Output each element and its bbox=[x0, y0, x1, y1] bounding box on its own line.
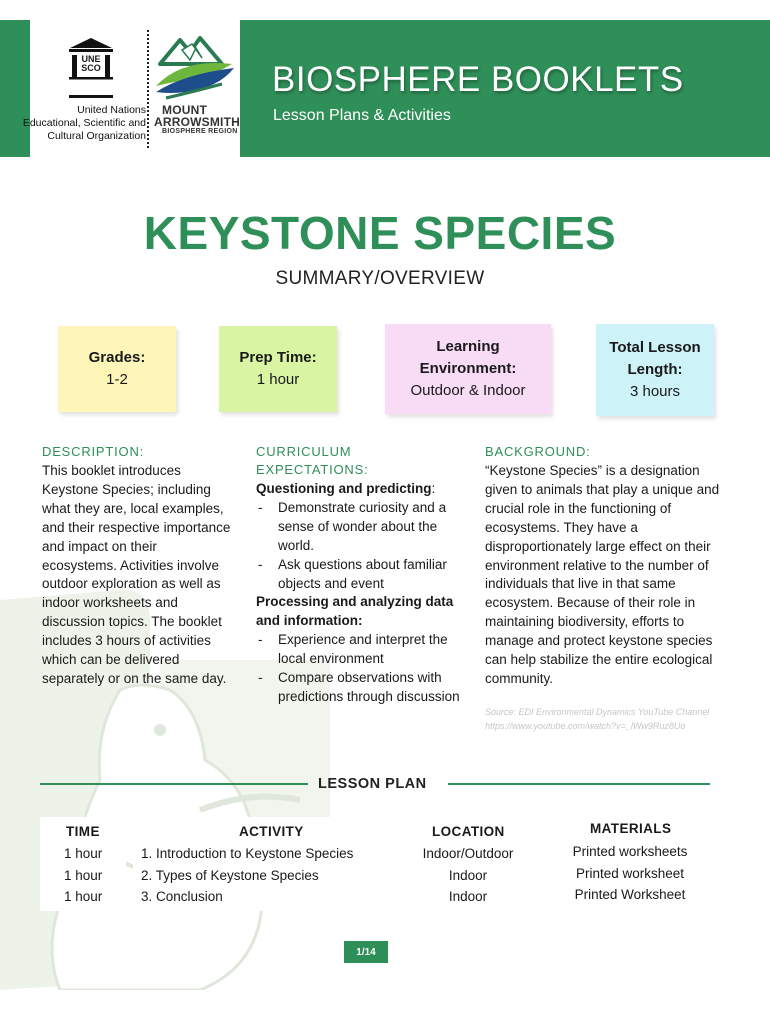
note-value: Outdoor & Indoor bbox=[410, 382, 526, 399]
unesco-wordmark: UNESCO bbox=[81, 54, 101, 73]
unesco-line-3: Cultural Organization bbox=[47, 130, 146, 142]
logo-divider bbox=[147, 30, 149, 148]
note-label: Prep Time: bbox=[239, 349, 317, 366]
curriculum-section-1-title: Questioning and predicting: bbox=[256, 481, 436, 496]
note-learning-environment bbox=[385, 324, 551, 414]
background-text: “Keystone Species” is a designation given to animals that play a unique and crucial role in the functioning of ecosystems. They have a disproportionately large effect on their environment relative to the number of individuals that live in that same ecosystem. Because of their role in maintaining biodiversity, efforts to manage and protect keystone species can help stabilize the entire ecological community. bbox=[485, 463, 720, 686]
lesson-plan-heading: LESSON PLAN bbox=[318, 776, 427, 792]
source-citation: Source: EDI Environmental Dynamics YouTube Channel https://www.youtube.com/watch?v=_lWw9Ruz8Uo bbox=[485, 705, 735, 733]
table-cell: Printed worksheets bbox=[572, 844, 688, 859]
table-cell: 3. Conclusion bbox=[141, 889, 223, 904]
table-cell: Indoor bbox=[448, 867, 488, 883]
note-value: 1-2 bbox=[106, 371, 128, 388]
unesco-line-2: Educational, Scientific and bbox=[22, 117, 146, 129]
table-cell: Printed worksheet bbox=[575, 865, 685, 881]
unesco-logo bbox=[22, 36, 146, 142]
curriculum-expectations bbox=[256, 480, 461, 707]
curriculum-section-2-title: Processing and analyzing data and information: bbox=[256, 594, 454, 629]
time-column bbox=[64, 843, 102, 908]
list-item: - Experience and interpret the local environment bbox=[256, 631, 461, 669]
booklet-series-title: BIOSPHERE BOOKLETS bbox=[272, 60, 684, 99]
lesson-plan-rule-right bbox=[448, 783, 710, 785]
table-cell: 1. Introduction to Keystone Species bbox=[141, 846, 354, 861]
mount-arrowsmith-name: MOUNT ARROWSMITH bbox=[154, 103, 240, 129]
table-cell: 1 hour bbox=[64, 846, 103, 861]
table-cell: 1 hour bbox=[64, 889, 103, 904]
curriculum-section-1-list bbox=[256, 499, 461, 594]
note-value: 1 hour bbox=[256, 371, 300, 388]
mount-arrowsmith-logo bbox=[152, 34, 238, 140]
table-cell: Printed Worksheet bbox=[574, 887, 686, 902]
page-title: KEYSTONE SPECIES bbox=[143, 207, 617, 259]
table-cell: 1 hour bbox=[64, 867, 103, 883]
note-label: Total Lesson Length: bbox=[609, 339, 701, 378]
source-link[interactable]: https://www.youtube.com/watch?v=_lWw9Ruz8Uo bbox=[485, 721, 686, 731]
activity-column bbox=[141, 843, 353, 908]
location-column bbox=[408, 843, 528, 908]
lesson-plan-rule-left bbox=[40, 783, 308, 785]
col-header-materials: MATERIALS bbox=[590, 821, 672, 836]
list-item: - Demonstrate curiosity and a sense of wonder about the world. bbox=[256, 499, 461, 556]
page-number-badge: 1/14 bbox=[344, 941, 388, 963]
description-text: This booklet introduces Keystone Species; including what they are, local examples, and their respective importance and impact on their ecosystems. Activities involve outdoor exploration as well as indoor worksheets and discussion topics. The booklet includes 3 hours of activities which can be delivered separately or on the same day. bbox=[42, 463, 231, 686]
note-grades bbox=[58, 326, 176, 412]
background-heading: BACKGROUND: bbox=[485, 444, 591, 459]
curriculum-section-2-list bbox=[256, 631, 461, 707]
table-cell: 2. Types of Keystone Species bbox=[141, 867, 319, 883]
list-item: - Compare observations with predictions through discussion bbox=[256, 669, 461, 707]
materials-column bbox=[560, 841, 700, 906]
table-cell: Indoor bbox=[448, 889, 488, 904]
note-prep-time bbox=[219, 326, 337, 412]
note-label: Grades: bbox=[88, 349, 146, 366]
table-cell: Indoor/Outdoor bbox=[422, 846, 514, 861]
note-total-length bbox=[596, 324, 714, 416]
col-header-time: TIME bbox=[66, 824, 100, 839]
unesco-line-1: United Nations bbox=[77, 104, 146, 116]
list-item: - Ask questions about familiar objects and event bbox=[256, 556, 461, 594]
col-header-activity: ACTIVITY bbox=[239, 824, 304, 839]
biosphere-region-label: BIOSPHERE REGION bbox=[162, 128, 238, 135]
note-value: 3 hours bbox=[629, 383, 681, 400]
description-heading: DESCRIPTION: bbox=[42, 444, 145, 459]
curriculum-heading: CURRICULUM EXPECTATIONS: bbox=[256, 444, 369, 477]
booklet-series-subtitle: Lesson Plans & Activities bbox=[273, 107, 451, 124]
col-header-location: LOCATION bbox=[432, 824, 505, 839]
note-label: Learning Environment: bbox=[419, 338, 517, 377]
summary-heading: SUMMARY/OVERVIEW bbox=[275, 268, 485, 289]
mountain-leaf-icon bbox=[152, 34, 238, 102]
